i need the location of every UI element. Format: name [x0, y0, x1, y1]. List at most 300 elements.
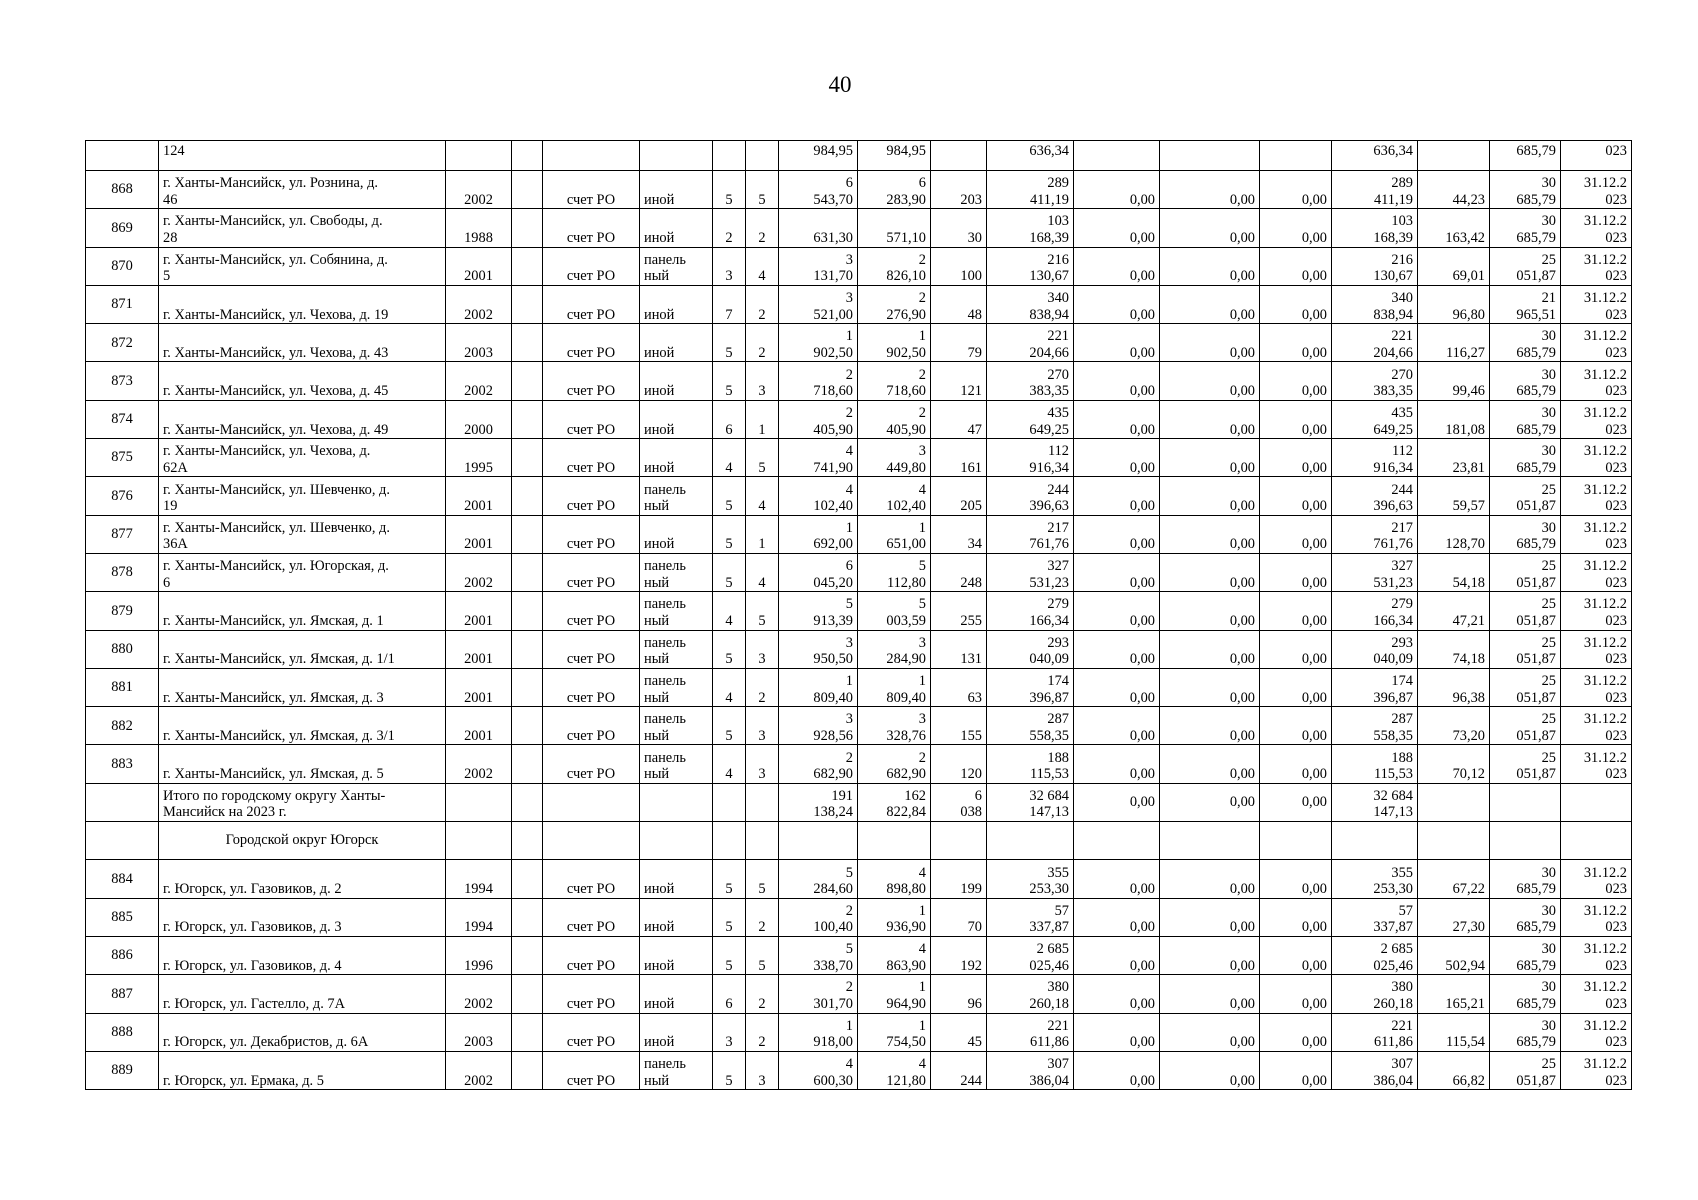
entrances-cell: 3 [746, 362, 779, 400]
row-number-cell: 888 [86, 1013, 159, 1051]
table-row [86, 362, 1632, 400]
total-area-cell: 5 284,60 [779, 860, 858, 898]
address-cell: г. Ханты-Мансийск, ул. Ямская, д. 5 [159, 745, 446, 783]
total-cost-cell: 103 168,39 [1332, 209, 1418, 247]
living-area-cell: 1 964,90 [858, 975, 931, 1013]
wall-material-cell: иной [640, 324, 713, 362]
page-number: 40 [828, 72, 852, 97]
table-row [86, 400, 1632, 438]
total-cost-cell: 216 130,67 [1332, 247, 1418, 285]
total-cost-cell: 435 649,25 [1332, 400, 1418, 438]
regional-funds-cell: 0,00 [1160, 975, 1260, 1013]
wall-material-cell: иной [640, 936, 713, 974]
table-row [86, 553, 1632, 591]
federal-funds-cell: 0,00 [1074, 668, 1160, 706]
limit-cost-cell: 30 685,79 [1490, 1013, 1561, 1051]
residents-cell: 120 [931, 745, 987, 783]
municipal-funds-cell: 0,00 [1260, 707, 1332, 745]
total-area-cell: 3 131,70 [779, 247, 858, 285]
wall-material-cell: иной [640, 209, 713, 247]
year-built-cell: 2002 [446, 975, 512, 1013]
limit-cost-cell: 25 051,87 [1490, 745, 1561, 783]
limit-cost-cell: 30 685,79 [1490, 362, 1561, 400]
empty-cell [512, 707, 543, 745]
cost-cell: 221 611,86 [987, 1013, 1074, 1051]
unit-cost-cell: 73,20 [1418, 707, 1490, 745]
address-cell: г. Югорск, ул. Гастелло, д. 7А [159, 975, 446, 1013]
living-area-cell: 5 112,80 [858, 553, 931, 591]
federal-funds-cell: 0,00 [1074, 324, 1160, 362]
empty-cell [512, 668, 543, 706]
living-area-cell: 4 121,80 [858, 1051, 931, 1089]
wall-material-cell: иной [640, 362, 713, 400]
limit-cost-cell: 25 051,87 [1490, 1051, 1561, 1089]
unit-cost-cell: 54,18 [1418, 553, 1490, 591]
regional-funds-cell: 0,00 [1160, 592, 1260, 630]
entrances-cell: 5 [746, 860, 779, 898]
residents-cell: 161 [931, 439, 987, 477]
cost-cell: 636,34 [987, 141, 1074, 171]
empty-cell [512, 1013, 543, 1051]
residents-cell: 248 [931, 553, 987, 591]
cost-cell: 327 531,23 [987, 553, 1074, 591]
deadline-cell: 31.12.2 023 [1561, 1051, 1632, 1089]
unit-cost-cell: 96,80 [1418, 285, 1490, 323]
empty-cell [512, 860, 543, 898]
living-area-cell: 1 902,50 [858, 324, 931, 362]
unit-cost-cell: 70,12 [1418, 745, 1490, 783]
fund-method-cell: счет РО [543, 630, 640, 668]
total-cost-cell: 2 685 025,46 [1332, 936, 1418, 974]
year-built-cell: 1995 [446, 439, 512, 477]
deadline-cell: 31.12.2 023 [1561, 707, 1632, 745]
entrances-cell: 4 [746, 477, 779, 515]
federal-funds-cell: 0,00 [1074, 400, 1160, 438]
row-number-cell: 868 [86, 171, 159, 209]
living-area-cell: 6 283,90 [858, 171, 931, 209]
year-built-cell: 2002 [446, 553, 512, 591]
wall-material-cell: иной [640, 860, 713, 898]
wall-material-cell: иной [640, 400, 713, 438]
regional-funds-cell: 0,00 [1160, 745, 1260, 783]
municipal-funds-cell: 0,00 [1260, 362, 1332, 400]
limit-cost-cell: 25 051,87 [1490, 592, 1561, 630]
living-area-cell: 2 405,90 [858, 400, 931, 438]
fund-method-cell: счет РО [543, 171, 640, 209]
unit-cost-cell: 163,42 [1418, 209, 1490, 247]
total-area-cell: 2 682,90 [779, 745, 858, 783]
regional-funds-cell: 0,00 [1160, 285, 1260, 323]
unit-cost-cell: 47,21 [1418, 592, 1490, 630]
fund-method-cell: счет РО [543, 592, 640, 630]
address-cell: г. Ханты-Мансийск, ул. Собянина, д. 5 [159, 247, 446, 285]
total-area-cell: 1 918,00 [779, 1013, 858, 1051]
empty-cell [512, 975, 543, 1013]
municipal-funds-cell: 0,00 [1260, 1051, 1332, 1089]
residents-cell: 203 [931, 171, 987, 209]
entrances-cell: 3 [746, 707, 779, 745]
regional-funds-cell: 0,00 [1160, 247, 1260, 285]
row-number-cell: 881 [86, 668, 159, 706]
entrances-cell: 3 [746, 745, 779, 783]
federal-funds-cell: 0,00 [1074, 975, 1160, 1013]
deadline-cell: 31.12.2 023 [1561, 209, 1632, 247]
floors-cell: 5 [713, 1051, 746, 1089]
unit-cost-cell: 67,22 [1418, 860, 1490, 898]
empty-cell [512, 745, 543, 783]
regional-funds-cell: 0,00 [1160, 553, 1260, 591]
living-area-cell: 2 276,90 [858, 285, 931, 323]
municipal-funds-cell: 0,00 [1260, 515, 1332, 553]
residents-cell: 48 [931, 285, 987, 323]
federal-funds-cell: 0,00 [1074, 745, 1160, 783]
cost-cell: 32 684 147,13 [987, 783, 1074, 821]
row-number-cell: 886 [86, 936, 159, 974]
wall-material-cell: панель ный [640, 247, 713, 285]
table-row [86, 324, 1632, 362]
unit-cost-cell: 66,82 [1418, 1051, 1490, 1089]
living-area-cell: 2 826,10 [858, 247, 931, 285]
living-area-cell: 1 754,50 [858, 1013, 931, 1051]
row-number-cell: 870 [86, 247, 159, 285]
floors-cell: 5 [713, 171, 746, 209]
deadline-cell: 31.12.2 023 [1561, 477, 1632, 515]
limit-cost-cell: 30 685,79 [1490, 515, 1561, 553]
empty-cell [512, 515, 543, 553]
living-area-cell: 3 284,90 [858, 630, 931, 668]
unit-cost-cell: 181,08 [1418, 400, 1490, 438]
cost-cell: 279 166,34 [987, 592, 1074, 630]
residents-cell: 121 [931, 362, 987, 400]
residents-cell: 30 [931, 209, 987, 247]
residents-cell: 70 [931, 898, 987, 936]
floors-cell: 5 [713, 362, 746, 400]
limit-cost-cell: 30 685,79 [1490, 171, 1561, 209]
total-area-cell: 3 928,56 [779, 707, 858, 745]
deadline-cell: 31.12.2 023 [1561, 630, 1632, 668]
fund-method-cell: счет РО [543, 1051, 640, 1089]
table-row [86, 936, 1632, 974]
municipal-funds-cell: 0,00 [1260, 477, 1332, 515]
total-area-cell: 2 718,60 [779, 362, 858, 400]
total-cost-cell: 355 253,30 [1332, 860, 1418, 898]
wall-material-cell: панель ный [640, 745, 713, 783]
residents-cell: 45 [931, 1013, 987, 1051]
table-row [86, 630, 1632, 668]
table-row [86, 707, 1632, 745]
living-area-cell: 1 809,40 [858, 668, 931, 706]
table-row [86, 1013, 1632, 1051]
table-row [86, 439, 1632, 477]
federal-funds-cell: 0,00 [1074, 515, 1160, 553]
empty-cell [512, 324, 543, 362]
total-cost-cell: 188 115,53 [1332, 745, 1418, 783]
wall-material-cell: иной [640, 285, 713, 323]
living-area-cell: 5 003,59 [858, 592, 931, 630]
unit-cost-cell: 128,70 [1418, 515, 1490, 553]
cost-cell: 103 168,39 [987, 209, 1074, 247]
total-cost-cell: 279 166,34 [1332, 592, 1418, 630]
municipal-funds-cell: 0,00 [1260, 209, 1332, 247]
year-built-cell: 2002 [446, 362, 512, 400]
total-cost-cell: 636,34 [1332, 141, 1418, 171]
total-area-cell: 1 902,50 [779, 324, 858, 362]
fund-method-cell: счет РО [543, 553, 640, 591]
year-built-cell: 2000 [446, 400, 512, 438]
unit-cost-cell: 116,27 [1418, 324, 1490, 362]
municipal-funds-cell: 0,00 [1260, 898, 1332, 936]
total-cost-cell: 32 684 147,13 [1332, 783, 1418, 821]
fund-method-cell: счет РО [543, 477, 640, 515]
floors-cell: 4 [713, 439, 746, 477]
residents-cell: 34 [931, 515, 987, 553]
wall-material-cell: иной [640, 1013, 713, 1051]
wall-material-cell: иной [640, 439, 713, 477]
empty-cell [512, 898, 543, 936]
entrances-cell: 2 [746, 1013, 779, 1051]
row-number-cell: 876 [86, 477, 159, 515]
entrances-cell: 2 [746, 324, 779, 362]
cost-cell: 244 396,63 [987, 477, 1074, 515]
wall-material-cell: иной [640, 171, 713, 209]
residents-cell: 79 [931, 324, 987, 362]
wall-material-cell: панель ный [640, 1051, 713, 1089]
municipal-funds-cell: 0,00 [1260, 553, 1332, 591]
capital-repair-table [85, 140, 1632, 1090]
federal-funds-cell: 0,00 [1074, 592, 1160, 630]
residents-cell: 63 [931, 668, 987, 706]
floors-cell: 2 [713, 209, 746, 247]
regional-funds-cell: 0,00 [1160, 171, 1260, 209]
limit-cost-cell: 30 685,79 [1490, 439, 1561, 477]
row-number-cell: 879 [86, 592, 159, 630]
deadline-cell: 31.12.2 023 [1561, 439, 1632, 477]
federal-funds-cell: 0,00 [1074, 439, 1160, 477]
fund-method-cell: счет РО [543, 247, 640, 285]
wall-material-cell: иной [640, 898, 713, 936]
residents-cell: 205 [931, 477, 987, 515]
limit-cost-cell: 25 051,87 [1490, 630, 1561, 668]
municipal-funds-cell: 0,00 [1260, 171, 1332, 209]
deadline-cell: 31.12.2 023 [1561, 285, 1632, 323]
year-built-cell: 1994 [446, 860, 512, 898]
residents-cell: 131 [931, 630, 987, 668]
total-cost-cell: 307 386,04 [1332, 1051, 1418, 1089]
total-cost-cell: 293 040,09 [1332, 630, 1418, 668]
total-area-cell: 1 809,40 [779, 668, 858, 706]
empty-cell [512, 477, 543, 515]
limit-cost-cell: 30 685,79 [1490, 324, 1561, 362]
empty-cell [512, 936, 543, 974]
total-label-line2: Мансийск на 2023 г. [163, 804, 287, 821]
federal-funds-cell: 0,00 [1074, 209, 1160, 247]
deadline-cell: 31.12.2 023 [1561, 324, 1632, 362]
fund-method-cell: счет РО [543, 936, 640, 974]
address-cell: г. Югорск, ул. Газовиков, д. 3 [159, 898, 446, 936]
table-row [86, 592, 1632, 630]
wall-material-cell: панель ный [640, 477, 713, 515]
living-area-cell: 4 102,40 [858, 477, 931, 515]
regional-funds-cell: 0,00 [1160, 783, 1260, 821]
table-row [86, 975, 1632, 1013]
regional-funds-cell: 0,00 [1160, 324, 1260, 362]
row-number-cell: 889 [86, 1051, 159, 1089]
address-cell: г. Ханты-Мансийск, ул. Чехова, д. 62А [159, 439, 446, 477]
floors-cell: 5 [713, 898, 746, 936]
entrances-cell: 1 [746, 400, 779, 438]
entrances-cell: 2 [746, 898, 779, 936]
wall-material-cell: панель ный [640, 707, 713, 745]
fund-method-cell: счет РО [543, 975, 640, 1013]
wall-material-cell: панель ный [640, 668, 713, 706]
empty-cell [512, 285, 543, 323]
empty-cell [512, 400, 543, 438]
cost-cell: 2 685 025,46 [987, 936, 1074, 974]
regional-funds-cell: 0,00 [1160, 1013, 1260, 1051]
limit-cost-cell: 30 685,79 [1490, 860, 1561, 898]
deadline-cell: 31.12.2 023 [1561, 975, 1632, 1013]
deadline-cell: 31.12.2 023 [1561, 592, 1632, 630]
limit-cost-cell: 25 051,87 [1490, 668, 1561, 706]
empty-cell [512, 439, 543, 477]
cost-cell: 217 761,76 [987, 515, 1074, 553]
row-number-cell: 872 [86, 324, 159, 362]
unit-cost-cell: 74,18 [1418, 630, 1490, 668]
municipal-funds-cell: 0,00 [1260, 975, 1332, 1013]
regional-funds-cell: 0,00 [1160, 362, 1260, 400]
living-area-cell: 1 651,00 [858, 515, 931, 553]
regional-funds-cell: 0,00 [1160, 400, 1260, 438]
municipal-funds-cell: 0,00 [1260, 936, 1332, 974]
section-title: Городской округ Югорск [159, 822, 446, 860]
table-row [86, 285, 1632, 323]
address-cell: г. Югорск, ул. Ермака, д. 5 [159, 1051, 446, 1089]
total-cost-cell: 287 558,35 [1332, 707, 1418, 745]
year-built-cell: 2001 [446, 515, 512, 553]
living-area-cell: 162 822,84 [858, 783, 931, 821]
address-cell: г. Ханты-Мансийск, ул. Свободы, д. 28 [159, 209, 446, 247]
floors-cell: 5 [713, 515, 746, 553]
total-row [86, 783, 1632, 821]
cost-cell: 293 040,09 [987, 630, 1074, 668]
wall-material-cell: панель ный [640, 592, 713, 630]
total-area-cell: 6 045,20 [779, 553, 858, 591]
municipal-funds-cell: 0,00 [1260, 324, 1332, 362]
living-area-cell: 984,95 [858, 141, 931, 171]
municipal-funds-cell: 0,00 [1260, 745, 1332, 783]
address-cell: г. Ханты-Мансийск, ул. Ямская, д. 1/1 [159, 630, 446, 668]
floors-cell: 5 [713, 707, 746, 745]
cost-cell: 435 649,25 [987, 400, 1074, 438]
cost-cell: 188 115,53 [987, 745, 1074, 783]
limit-cost-cell: 685,79 [1490, 141, 1561, 171]
total-area-cell: 631,30 [779, 209, 858, 247]
municipal-funds-cell: 0,00 [1260, 860, 1332, 898]
empty-cell [512, 247, 543, 285]
table-row [86, 247, 1632, 285]
deadline-cell: 31.12.2 023 [1561, 553, 1632, 591]
wall-material-cell: панель ный [640, 630, 713, 668]
unit-cost-cell: 59,57 [1418, 477, 1490, 515]
cost-cell: 112 916,34 [987, 439, 1074, 477]
deadline-cell: 31.12.2 023 [1561, 515, 1632, 553]
fund-method-cell: счет РО [543, 285, 640, 323]
total-area-cell: 2 301,70 [779, 975, 858, 1013]
floors-cell: 4 [713, 592, 746, 630]
unit-cost-cell: 96,38 [1418, 668, 1490, 706]
regional-funds-cell: 0,00 [1160, 898, 1260, 936]
federal-funds-cell: 0,00 [1074, 783, 1160, 821]
cost-cell: 174 396,87 [987, 668, 1074, 706]
regional-funds-cell: 0,00 [1160, 860, 1260, 898]
floors-cell: 4 [713, 668, 746, 706]
cost-cell: 340 838,94 [987, 285, 1074, 323]
floors-cell: 5 [713, 553, 746, 591]
unit-cost-cell: 27,30 [1418, 898, 1490, 936]
entrances-cell: 4 [746, 553, 779, 591]
address-cell: г. Ханты-Мансийск, ул. Чехова, д. 43 [159, 324, 446, 362]
address-cell: г. Югорск, ул. Газовиков, д. 4 [159, 936, 446, 974]
total-cost-cell: 112 916,34 [1332, 439, 1418, 477]
federal-funds-cell: 0,00 [1074, 1051, 1160, 1089]
federal-funds-cell: 0,00 [1074, 936, 1160, 974]
floors-cell: 5 [713, 860, 746, 898]
total-area-cell: 4 600,30 [779, 1051, 858, 1089]
total-area-cell: 2 100,40 [779, 898, 858, 936]
residents-cell: 96 [931, 975, 987, 1013]
floors-cell: 5 [713, 630, 746, 668]
total-area-cell: 191 138,24 [779, 783, 858, 821]
row-number-cell: 884 [86, 860, 159, 898]
entrances-cell: 5 [746, 936, 779, 974]
row-number-cell: 883 [86, 745, 159, 783]
deadline-cell: 31.12.2 023 [1561, 668, 1632, 706]
total-cost-cell: 244 396,63 [1332, 477, 1418, 515]
limit-cost-cell: 25 051,87 [1490, 553, 1561, 591]
address-cell: г. Ханты-Мансийск, ул. Чехова, д. 45 [159, 362, 446, 400]
year-built-cell: 2002 [446, 745, 512, 783]
regional-funds-cell: 0,00 [1160, 707, 1260, 745]
regional-funds-cell: 0,00 [1160, 1051, 1260, 1089]
total-area-cell: 3 950,50 [779, 630, 858, 668]
cost-cell: 216 130,67 [987, 247, 1074, 285]
regional-funds-cell: 0,00 [1160, 936, 1260, 974]
row-number-cell: 873 [86, 362, 159, 400]
deadline-cell: 31.12.2 023 [1561, 171, 1632, 209]
table-row [86, 668, 1632, 706]
fund-method-cell: счет РО [543, 668, 640, 706]
total-cost-cell: 221 611,86 [1332, 1013, 1418, 1051]
table-row [86, 209, 1632, 247]
year-built-cell: 1994 [446, 898, 512, 936]
deadline-cell: 31.12.2 023 [1561, 898, 1632, 936]
living-area-cell: 571,10 [858, 209, 931, 247]
address-cell: г. Ханты-Мансийск, ул. Рознина, д. 46 [159, 171, 446, 209]
row-number-cell: 885 [86, 898, 159, 936]
federal-funds-cell: 0,00 [1074, 707, 1160, 745]
fund-method-cell: счет РО [543, 1013, 640, 1051]
row-number-cell: 874 [86, 400, 159, 438]
row-number-cell: 871 [86, 285, 159, 323]
cost-cell: 287 558,35 [987, 707, 1074, 745]
municipal-funds-cell: 0,00 [1260, 783, 1332, 821]
municipal-funds-cell: 0,00 [1260, 668, 1332, 706]
table-row [86, 745, 1632, 783]
row-number-cell: 875 [86, 439, 159, 477]
entrances-cell: 2 [746, 285, 779, 323]
total-area-cell: 1 692,00 [779, 515, 858, 553]
total-label-line1: Итого по городскому округу Ханты- [163, 787, 386, 804]
